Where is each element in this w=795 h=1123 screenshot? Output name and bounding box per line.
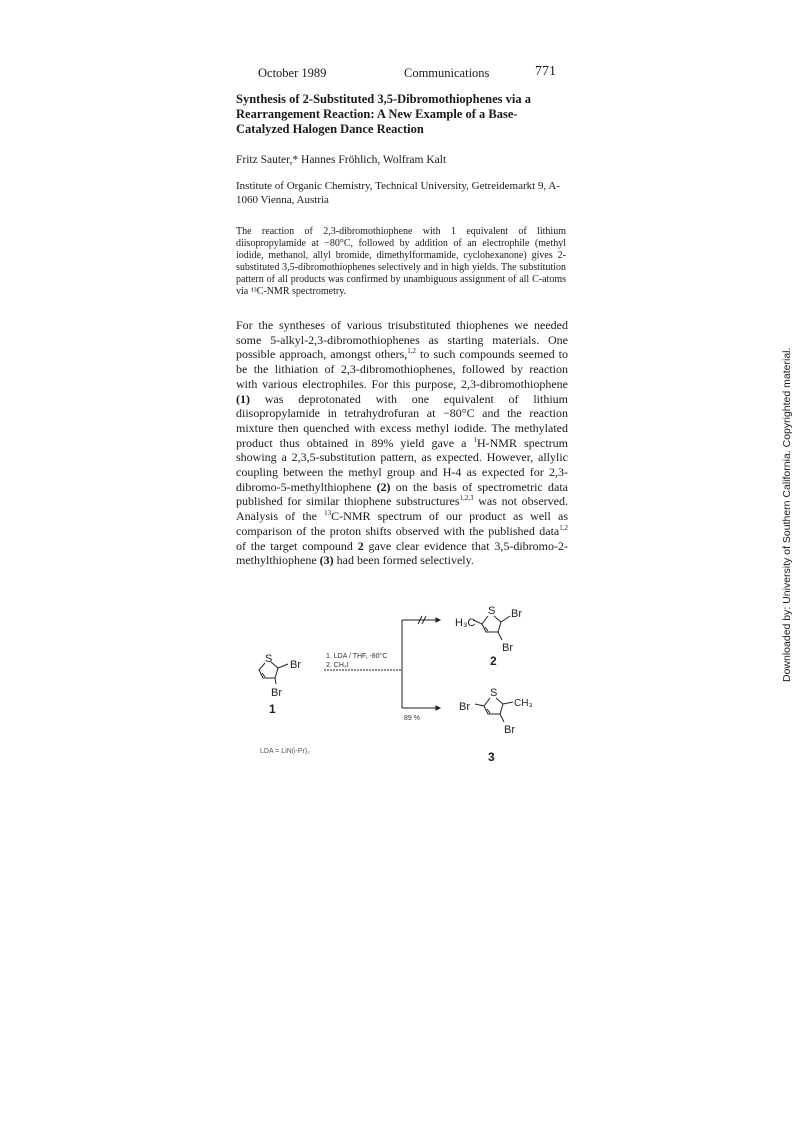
cmp1-Br2: Br (271, 687, 282, 699)
cmp3-Br: Br (459, 701, 470, 713)
scheme-footnote: LDA = LiN(i-Pr)₂ (260, 748, 310, 755)
affiliation: Institute of Organic Chemistry, Technical University, Getreidemarkt 9, A-1060 Vienna, Austria (236, 180, 560, 206)
cmp2-S: S (488, 605, 496, 617)
cmp2-Br: Br (511, 608, 522, 620)
compound-2-label: 2 (490, 654, 497, 668)
reaction-scheme (236, 598, 556, 738)
yield-label: 89 % (404, 715, 420, 722)
body-paragraph: For the syntheses of various trisubstituted thiophenes we needed some 5-alkyl-2,3-dibromothiophenes as starting materials. One possible approach, amongst others,$^{1,2}$ to such compounds seemed to be the lithiation of 2,3-dibromothiophenes, followed by reaction with various electrophiles. For this purpose, 2,3-dibromothiophene (1) was deprotonated with one equivalent of lithium diisopropylamide in tetrahydrofuran at −80°C and the reaction mixture then quenched with excess methyl iodide. The methylated product thus obtained in 89% yield gave a $^1$H-NMR spectrum showing a 2,3,5-substitution pattern, as expected. However, allylic coupling between the methyl group and H-4 as expected for 2,3-dibromo-5-methylthiophene (2) on the basis of spectrometric data published for similar thiophene substructures$^{1,2,3}$ was not observed. Analysis of the $^{13}$C-NMR spectrum of our product as well as comparison of the proton shifts observed with the published data$^{1,2}$ of the target compound 2 gave clear evidence that 3,5-dibromo-2-methylthiophene (3) had been formed selectively. (236, 318, 569, 568)
compound-1-label: 1 (269, 702, 276, 716)
cmp2-H3C: H₃C (455, 617, 476, 629)
authors: Fritz Sauter,* Hannes Fröhlich, Wolfram Kalt (236, 154, 447, 166)
article-title: Synthesis of 2-Substituted 3,5-Dibromothiophenes via a Rearrangement Reaction: A New Example of a Base-Catalyzed Halogen Dance Reaction (236, 92, 531, 136)
download-watermark: Downloaded by: University of Southern California. Copyrighted material. (781, 347, 793, 682)
compound-2-structure (455, 605, 522, 654)
compound-3-label: 3 (488, 750, 495, 764)
cmp1-Br: Br (290, 659, 301, 671)
page-number: 771 (535, 64, 556, 79)
cmp3-Br2: Br (504, 724, 515, 736)
cmp3-CH3: CH₃ (514, 698, 533, 709)
header-section: Communications (404, 66, 490, 80)
abstract: The reaction of 2,3-dibromothiophene with 1 equivalent of lithium diisopropylamide at −80°C, followed by addition of an electrophile (methyl iodide, methanol, allyl bromide, dimethylformamide, cyclohexanone) gives 2-substituted 3,5-dibromothiophenes selectively and in high yields. The substitution pattern of all products was confirmed by unambiguous assignment of all C-atoms via ¹³C-NMR spectrometry. (236, 226, 566, 297)
cmp3-S: S (490, 687, 498, 699)
header-date: October 1989 (258, 66, 327, 80)
reagent-step-1: 1. LDA / THF, -80°C (326, 653, 388, 660)
compound-3-structure (459, 687, 533, 736)
cmp2-Br2: Br (502, 642, 513, 654)
compound-1-structure (259, 653, 301, 699)
reagent-step-2: 2. CH₃I (326, 662, 349, 669)
cmp1-S: S (265, 653, 273, 665)
